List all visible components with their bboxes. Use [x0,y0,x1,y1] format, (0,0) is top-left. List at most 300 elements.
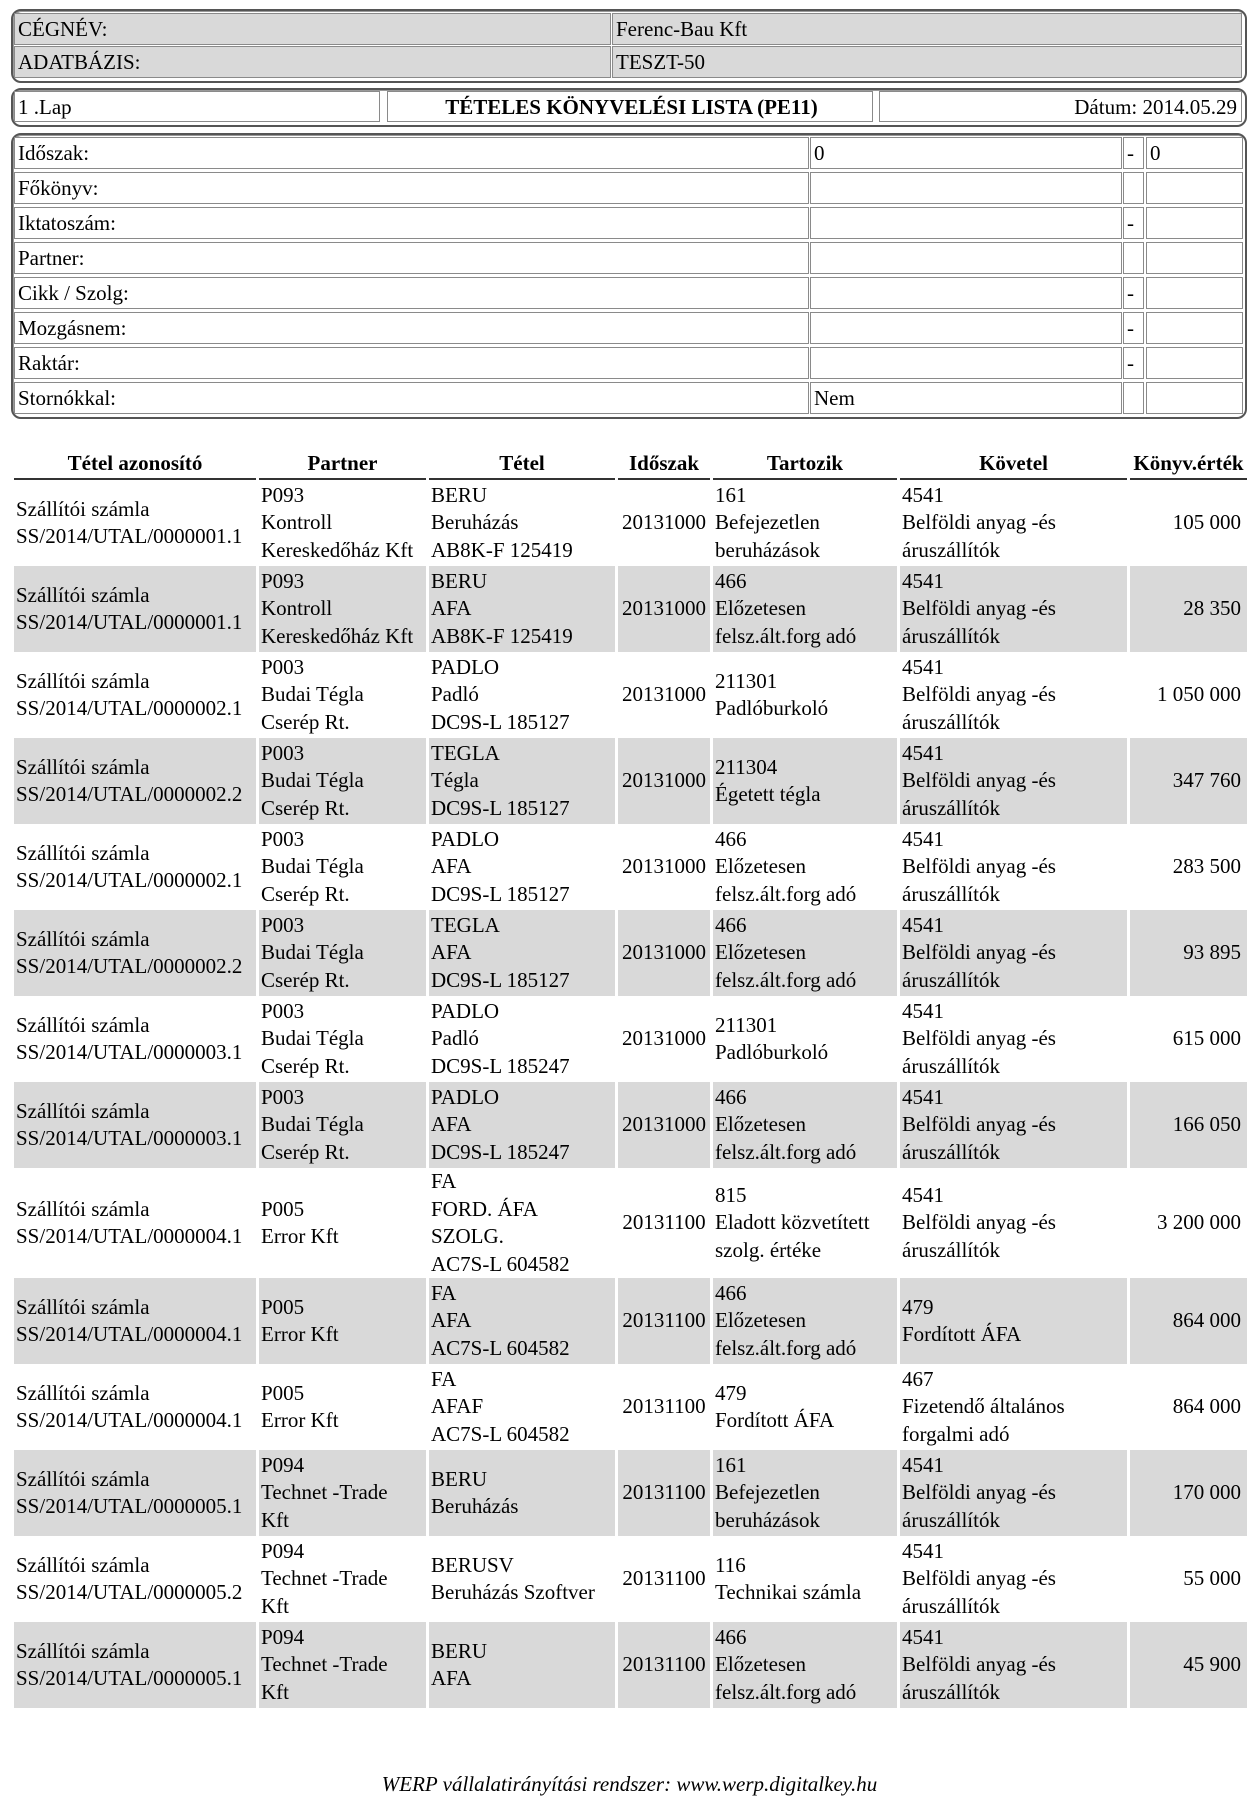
item-cell [429,996,615,1082]
filter-label: Időszak: [14,137,809,169]
filter-to-value: 0 [1146,137,1243,169]
debit-cell [713,1536,897,1622]
period-cell: 20131000 [622,682,706,707]
credit-cell-line: forgalmi adó [902,1421,1010,1446]
footer-credit: WERP vállalatirányítási rendszer: www.werp.digitalkey.hu [381,1772,878,1796]
partner-cell-line: P003 [261,826,305,851]
credit-cell-line: 4541 [902,740,944,765]
item-id-line: Szállítói számla [16,1380,150,1405]
book-value-cell: 1 050 000 [1157,682,1241,707]
debit-cell [713,1450,897,1536]
debit-cell-line: Előzetesen [715,1652,806,1677]
credit-cell [900,566,1127,652]
credit-cell-line: áruszállítók [902,1507,1000,1532]
col-period-header: Időszak [618,447,710,480]
partner-cell-line: Kontroll [261,596,333,621]
debit-cell-line: felsz.ált.forg adó [715,623,857,648]
debit-cell-line: 211301 [715,1012,778,1037]
item-cell-line: AFA [431,1112,472,1137]
partner-cell-line: P094 [261,1538,305,1563]
item-id-line: Szállítói számla [16,1552,150,1577]
item-id-cell [14,1168,256,1278]
credit-cell-line: Belföldi anyag -és [902,1210,1056,1235]
item-id-line: Szállítói számla [16,1098,150,1123]
partner-cell-line: Kft [261,1679,289,1704]
debit-cell-line: 479 [715,1380,747,1405]
partner-cell-line: Cserép Rt. [261,1139,350,1164]
item-id-line: SS/2014/UTAL/0000001.1 [16,610,243,634]
item-cell-line: FA [431,1169,457,1193]
item-cell [429,910,615,996]
table-row [14,1622,1247,1708]
period-cell: 20131000 [618,1082,710,1168]
partner-cell-line: Cserép Rt. [261,1053,350,1078]
item-cell [429,1168,615,1278]
item-cell-line: AC7S-L 604582 [431,1335,570,1360]
filter-to-value [1146,382,1243,414]
item-cell-line: BERUSV [431,1552,514,1577]
table-row [14,1364,1247,1450]
credit-cell [900,652,1127,738]
debit-cell [713,910,897,996]
item-cell-line: DC9S-L 185127 [431,967,570,992]
partner-cell-line: Budai Tégla [261,768,364,793]
item-id-line: SS/2014/UTAL/0000001.1 [16,524,243,548]
credit-cell-line: Fordított ÁFA [902,1322,1022,1346]
partner-cell-line: P003 [261,1084,305,1109]
debit-cell-line: 466 [715,1624,747,1649]
debit-cell [713,480,897,566]
debit-cell-line: felsz.ált.forg adó [715,881,857,906]
credit-cell [900,910,1127,996]
period-cell: 20131100 [622,1566,706,1591]
item-cell-line: AFAF [431,1394,484,1419]
item-cell-line: BERU [431,568,488,593]
debit-cell-line: Előzetesen [715,1308,806,1333]
filter-panel [11,133,1247,419]
item-id-cell [14,738,256,824]
table-row [14,566,1247,652]
partner-cell [259,566,426,652]
item-id-cell [14,1364,256,1450]
debit-cell-line: szolg. értéke [715,1237,822,1262]
filter-from-value [810,207,1122,239]
item-cell [429,1622,615,1708]
debit-cell-line: Padlóburkoló [715,696,829,720]
item-cell-line: TEGLA [431,740,500,765]
filter-range-dash: - [1123,277,1144,309]
item-cell-line: Beruházás Szoftver [431,1580,595,1604]
credit-cell-line: 4541 [902,1624,944,1649]
report-date: Dátum: 2014.05.29 [879,91,1242,122]
item-cell-line: DC9S-L 185127 [431,795,570,820]
filter-range-dash: - [1123,137,1144,169]
partner-cell [259,1450,426,1536]
filter-label: Stornókkal: [14,382,809,414]
partner-cell-line: P093 [261,568,305,593]
filter-range-dash: - [1123,207,1144,239]
col-partner-header: Partner [259,447,426,480]
item-id-line: SS/2014/UTAL/0000004.1 [16,1224,243,1248]
credit-cell-line: áruszállítók [902,967,1000,992]
book-value-cell: 3 200 000 [1157,1210,1241,1235]
item-cell [429,824,615,910]
item-cell [429,566,615,652]
filter-to-value [1146,347,1243,379]
item-id-cell [14,1622,256,1708]
partner-cell [259,824,426,910]
partner-cell-line: P094 [261,1452,305,1477]
debit-cell [713,1364,897,1450]
debit-cell-line: Padlóburkoló [715,1040,829,1064]
period-cell: 20131100 [618,1278,710,1364]
item-cell-line: BERU [431,1466,488,1491]
partner-cell-line: P094 [261,1624,305,1649]
debit-cell [713,738,897,824]
partner-cell-line: P005 [261,1380,305,1405]
book-value-cell: 347 760 [1130,738,1247,824]
item-cell-line: PADLO [431,654,500,679]
table-row [14,1278,1247,1364]
credit-cell [900,480,1127,566]
item-id-line: Szállítói számla [16,1466,150,1491]
period-cell: 20131000 [618,738,710,824]
debit-cell-line: felsz.ált.forg adó [715,1335,857,1360]
partner-cell-line: P093 [261,482,305,507]
item-cell-line: TEGLA [431,912,500,937]
col-debit-header: Tartozik [713,447,897,480]
item-cell-line: SZOLG. [431,1224,504,1248]
partner-cell-line: P003 [261,998,305,1023]
filter-from-value [810,277,1122,309]
item-id-line: Szállítói számla [16,1012,150,1037]
item-cell [429,1278,615,1364]
debit-cell [713,996,897,1082]
item-cell-line: Beruházás [431,1494,519,1518]
item-id-line: Szállítói számla [16,582,150,607]
filter-label: Főkönyv: [14,172,809,204]
filter-to-value [1146,312,1243,344]
item-cell-line: PADLO [431,998,500,1023]
debit-cell [713,652,897,738]
period-cell: 20131000 [618,566,710,652]
item-id-line: Szállítói számla [16,754,150,779]
database-label: ADATBÁZIS: [14,46,611,78]
item-id-cell [14,480,256,566]
credit-cell-line: Belföldi anyag -és [902,1480,1056,1505]
debit-cell-line: 466 [715,912,747,937]
debit-cell-line: Előzetesen [715,596,806,621]
credit-cell [900,738,1127,824]
book-value-cell: 615 000 [1172,1026,1241,1051]
partner-cell-line: Cserép Rt. [261,709,350,734]
credit-cell-line: áruszállítók [902,709,1000,734]
page-number: 1 .Lap [14,91,380,122]
partner-cell-line: Kft [261,1593,289,1618]
credit-cell-line: 4541 [902,568,944,593]
credit-cell-line: áruszállítók [902,1593,1000,1618]
item-cell-line: AB8K-F 125419 [431,623,573,648]
table-header-row [14,447,1247,480]
company-label: CÉGNÉV: [14,13,611,45]
partner-cell [259,480,426,566]
book-value-cell: 864 000 [1172,1394,1241,1419]
credit-cell [900,1168,1127,1278]
partner-cell-line: Error Kft [261,1322,339,1346]
item-cell-line: Tégla [431,768,479,793]
filter-from-value [810,172,1122,204]
item-id-line: SS/2014/UTAL/0000005.2 [16,1580,243,1604]
item-id-line: Szállítói számla [16,668,150,693]
credit-cell-line: 4541 [902,654,944,679]
partner-cell [259,1168,426,1278]
book-value-cell: 105 000 [1172,510,1241,535]
partner-cell-line: Technet -Trade [261,1566,388,1591]
credit-cell-line: 467 [902,1366,934,1391]
table-row [14,1168,1247,1278]
period-cell: 20131100 [622,1210,706,1235]
credit-cell-line: Fizetendő általános [902,1394,1065,1419]
partner-cell-line: Kontroll [261,510,333,535]
debit-cell-line: 815 [715,1182,747,1207]
partner-cell-line: Technet -Trade [261,1652,388,1677]
debit-cell-line: 161 [715,482,747,507]
book-value-cell: 864 000 [1130,1278,1247,1364]
debit-cell-line: 211301 [715,668,778,693]
debit-cell-line: Égetett tégla [715,782,821,806]
partner-cell-line: P003 [261,740,305,765]
company-info-panel [11,9,1247,83]
item-id-line: SS/2014/UTAL/0000004.1 [16,1322,243,1346]
partner-cell [259,1364,426,1450]
partner-cell-line: P003 [261,654,305,679]
book-value-cell: 166 050 [1130,1082,1247,1168]
credit-cell [900,1450,1127,1536]
table-row [14,652,1247,738]
debit-cell-line: felsz.ált.forg adó [715,967,857,992]
credit-cell-line: Belföldi anyag -és [902,596,1056,621]
partner-cell-line: Technet -Trade [261,1480,388,1505]
partner-cell [259,652,426,738]
item-id-line: SS/2014/UTAL/0000002.1 [16,696,243,720]
item-id-cell [14,1278,256,1364]
credit-cell-line: 4541 [902,482,944,507]
item-id-cell [14,910,256,996]
filter-from-value [810,242,1122,274]
credit-cell-line: 479 [902,1294,934,1319]
credit-cell-line: Belföldi anyag -és [902,1566,1056,1591]
item-cell [429,652,615,738]
partner-cell-line: Kereskedőház Kft [261,623,414,648]
filter-label: Partner: [14,242,809,274]
item-cell-line: DC9S-L 185247 [431,1139,570,1164]
item-id-cell [14,1450,256,1536]
book-value-cell: 170 000 [1130,1450,1247,1536]
debit-cell-line: felsz.ált.forg adó [715,1139,857,1164]
table-row [14,910,1247,996]
partner-cell-line: Budai Tégla [261,854,364,879]
item-cell-line: AB8K-F 125419 [431,537,573,562]
credit-cell-line: Belföldi anyag -és [902,1112,1056,1137]
table-row [14,480,1247,566]
item-cell-line: BERU [431,1638,488,1663]
item-cell-line: AFA [431,854,472,879]
debit-cell-line: Technikai számla [715,1580,862,1604]
filter-range-dash [1123,172,1144,204]
credit-cell [900,996,1127,1082]
item-cell-line: AC7S-L 604582 [431,1251,570,1276]
database-value: TESZT-50 [612,46,1242,78]
table-row [14,1450,1247,1536]
partner-cell-line: Budai Tégla [261,682,364,707]
credit-cell-line: Belföldi anyag -és [902,1652,1056,1677]
debit-cell [713,1168,897,1278]
partner-cell [259,738,426,824]
filter-label: Cikk / Szolg: [14,277,809,309]
item-cell [429,1364,615,1450]
partner-cell [259,1082,426,1168]
debit-cell-line: 161 [715,1452,747,1477]
item-id-line: SS/2014/UTAL/0000002.2 [16,954,243,978]
credit-cell [900,1622,1127,1708]
item-id-line: SS/2014/UTAL/0000002.1 [16,868,243,892]
book-value-cell: 45 900 [1130,1622,1247,1708]
item-id-line: Szállítói számla [16,1196,150,1221]
partner-cell-line: P005 [261,1294,305,1319]
item-cell [429,480,615,566]
item-cell-line: FA [431,1366,457,1391]
credit-cell-line: áruszállítók [902,537,1000,562]
col-item-header: Tétel [429,447,615,480]
debit-cell-line: 116 [715,1552,746,1577]
credit-cell-line: áruszállítók [902,1237,1000,1262]
partner-cell-line: Cserép Rt. [261,881,350,906]
partner-cell-line: Budai Tégla [261,1112,364,1137]
item-cell [429,738,615,824]
filter-to-value [1146,242,1243,274]
credit-cell-line: Belföldi anyag -és [902,510,1056,535]
item-id-line: Szállítói számla [16,1294,150,1319]
item-id-line: Szállítói számla [16,1638,150,1663]
ledger-table [11,447,1250,1708]
item-id-cell [14,1536,256,1622]
item-cell-line: PADLO [431,1084,500,1109]
item-id-cell [14,652,256,738]
filter-from-value [810,312,1122,344]
book-value-cell: 93 895 [1130,910,1247,996]
filter-range-dash [1123,382,1144,414]
item-id-line: SS/2014/UTAL/0000003.1 [16,1126,243,1150]
col-item-id-header: Tétel azonosító [14,447,256,480]
item-id-cell [14,566,256,652]
col-book-value-header: Könyv.érték [1130,447,1247,480]
item-cell [429,1082,615,1168]
credit-cell-line: Belföldi anyag -és [902,768,1056,793]
report-title-bar [11,88,1247,127]
item-cell-line: FORD. ÁFA [431,1196,538,1221]
filter-from-value: 0 [810,137,1122,169]
item-id-line: Szállítói számla [16,840,150,865]
filter-label: Iktatoszám: [14,207,809,239]
filter-range-dash [1123,242,1144,274]
credit-cell-line: áruszállítók [902,1053,1000,1078]
partner-cell-line: Cserép Rt. [261,967,350,992]
book-value-cell: 283 500 [1172,854,1241,879]
filter-range-dash: - [1123,347,1144,379]
credit-cell-line: 4541 [902,1452,944,1477]
debit-cell-line: Előzetesen [715,854,806,879]
credit-cell-line: 4541 [902,912,944,937]
item-id-line: SS/2014/UTAL/0000005.1 [16,1666,243,1690]
item-cell-line: DC9S-L 185247 [431,1053,570,1078]
credit-cell-line: áruszállítók [902,795,1000,820]
table-row [14,996,1247,1082]
item-cell-line: Padló [431,682,479,707]
period-cell: 20131000 [622,854,706,879]
credit-cell-line: Belföldi anyag -és [902,854,1056,879]
partner-cell [259,1536,426,1622]
table-row [14,1536,1247,1622]
credit-cell [900,1536,1127,1622]
item-id-line: SS/2014/UTAL/0000004.1 [16,1408,243,1432]
table-row [14,824,1247,910]
period-cell: 20131000 [618,910,710,996]
filter-to-value [1146,172,1243,204]
item-cell-line: Padló [431,1026,479,1051]
item-cell-line: FA [431,1280,457,1305]
credit-cell-line: Belföldi anyag -és [902,940,1056,965]
credit-cell [900,824,1127,910]
filter-range-dash: - [1123,312,1144,344]
book-value-cell: 55 000 [1183,1566,1241,1591]
credit-cell-line: áruszállítók [902,1679,1000,1704]
report-title: TÉTELES KÖNYVELÉSI LISTA (PE11) [387,91,873,122]
debit-cell-line: 466 [715,568,747,593]
credit-cell-line: 4541 [902,1182,944,1207]
period-cell: 20131100 [618,1622,710,1708]
partner-cell-line: Budai Tégla [261,940,364,965]
period-cell: 20131100 [622,1394,706,1419]
debit-cell-line: 466 [715,1084,747,1109]
period-cell: 20131100 [618,1450,710,1536]
debit-cell-line: Előzetesen [715,940,806,965]
item-id-line: Szállítói számla [16,926,150,951]
debit-cell-line: 466 [715,826,747,851]
partner-cell [259,910,426,996]
item-id-cell [14,1082,256,1168]
debit-cell-line: felsz.ált.forg adó [715,1679,857,1704]
debit-cell [713,1278,897,1364]
debit-cell-line: Befejezetlen [715,1480,820,1505]
credit-cell [900,1082,1127,1168]
credit-cell-line: 4541 [902,1084,944,1109]
credit-cell-line: 4541 [902,826,944,851]
debit-cell [713,566,897,652]
company-value: Ferenc-Bau Kft [612,13,1242,45]
debit-cell-line: Befejezetlen [715,510,820,535]
item-id-line: SS/2014/UTAL/0000005.1 [16,1494,243,1518]
partner-cell-line: P005 [261,1196,305,1221]
item-cell-line: AFA [431,1308,472,1333]
debit-cell-line: 466 [715,1280,747,1305]
table-row [14,1082,1247,1168]
partner-cell-line: P003 [261,912,305,937]
partner-cell-line: Error Kft [261,1224,339,1248]
item-id-line: SS/2014/UTAL/0000002.2 [16,782,243,806]
item-cell [429,1536,615,1622]
filter-to-value [1146,207,1243,239]
credit-cell-line: Belföldi anyag -és [902,682,1056,707]
